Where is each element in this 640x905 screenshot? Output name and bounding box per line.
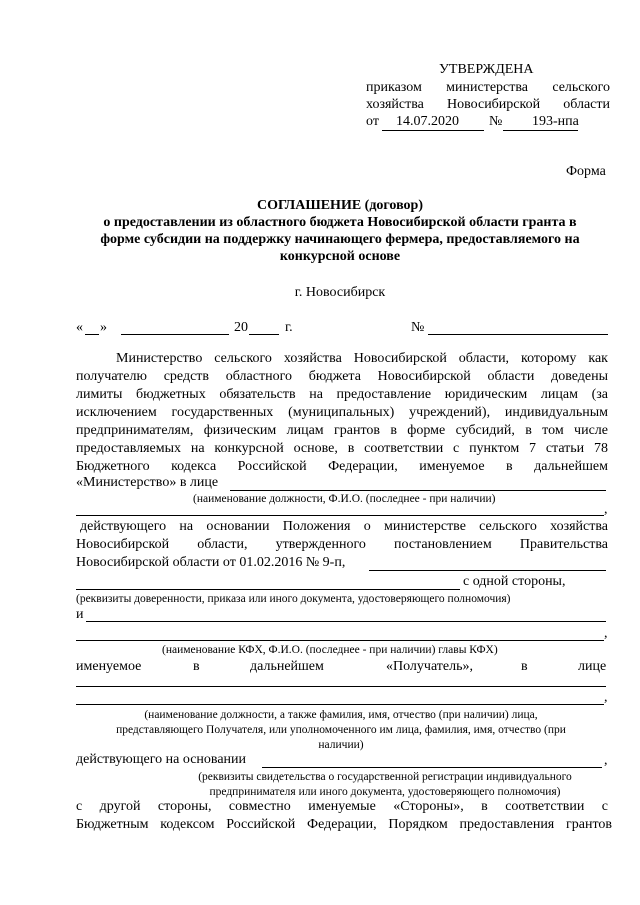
approval-date-underline bbox=[382, 130, 484, 131]
body-p1-line-1: Министерство сельского хозяйства Новосибирской области, которому как bbox=[116, 351, 608, 366]
body-p1-line-5: предпринимателям, физическим лицам грантов в форме субсидий, в том числе bbox=[76, 423, 608, 438]
approval-line-2: хозяйства Новосибирской области bbox=[366, 97, 610, 112]
recipient-name-field[interactable] bbox=[86, 621, 606, 622]
comma-4: , bbox=[604, 753, 608, 768]
decree-continuation-field[interactable] bbox=[369, 570, 606, 571]
agreement-title-line-3: конкурсной основе bbox=[279, 249, 401, 264]
approval-date: 14.07.2020 bbox=[396, 114, 459, 129]
month-field[interactable] bbox=[121, 334, 229, 335]
named-word-2: в bbox=[193, 659, 200, 674]
requisites-field[interactable] bbox=[76, 589, 460, 590]
and-label: и bbox=[76, 607, 84, 622]
year-field[interactable] bbox=[249, 334, 279, 335]
caption-representative-line-2: представляющего Получателя, или уполномоченного им лица, фамилия, имя, отчество (при bbox=[116, 724, 566, 736]
caption-cert-line-1: (реквизиты свидетельства о государственной регистрации индивидуального bbox=[198, 771, 572, 783]
day-field[interactable] bbox=[85, 334, 99, 335]
date-quote-open: « bbox=[76, 320, 83, 335]
caption-position: (наименование должности, Ф.И.О. (последнее - при наличии) bbox=[193, 493, 496, 505]
named-word-3: дальнейшем bbox=[250, 659, 324, 674]
body-p1-line-3: лимиты бюджетных обязательств на предоставление юридическим лицам (за bbox=[76, 387, 608, 402]
caption-representative-line-1: (наименование должности, а также фамилия, имя, отчество (при наличии) лица, bbox=[144, 709, 538, 721]
body-p1-line-6: предоставляемых на конкурсной основе, в соответствии с пунктом 7 статьи 78 bbox=[76, 441, 608, 456]
agreement-title bbox=[0, 198, 640, 214]
recipient-representative-field[interactable] bbox=[76, 686, 606, 687]
form-label: Форма bbox=[566, 164, 606, 179]
comma-3: , bbox=[604, 690, 608, 705]
city: г. Новосибирск bbox=[294, 285, 386, 300]
body-p1-line-7: Бюджетного кодекса Российской Федерации, именуемое в дальнейшем bbox=[76, 459, 608, 474]
caption-requisites: (реквизиты доверенности, приказа или иного документа, удостоверяющего полномочия) bbox=[76, 593, 511, 605]
year-suffix: г. bbox=[285, 320, 293, 335]
agreement-title-kind: (договор) bbox=[364, 198, 423, 213]
final-line-2: Бюджетным кодексом Российской Федерации, Порядком предоставления грантов bbox=[76, 817, 612, 832]
body-p1-line-4: исключением государственных (муниципальных) учреждений), индивидуальным bbox=[76, 405, 608, 420]
comma-1: , bbox=[604, 502, 608, 517]
acting-basis-field[interactable] bbox=[262, 767, 602, 768]
acting-line-1: действующего на основании Положения о министерстве сельского хозяйства bbox=[80, 519, 608, 534]
agreement-title-line-1: о предоставлении из областного бюджета Новосибирской области гранта в bbox=[103, 215, 577, 230]
caption-cert-line-2: предпринимателя или иного документа, удостоверяющего полномочия) bbox=[209, 786, 561, 798]
approval-number: 193-нпа bbox=[532, 114, 579, 129]
approval-line-1: приказом министерства сельского bbox=[366, 80, 610, 95]
ministry-representative-field-2[interactable] bbox=[76, 515, 604, 516]
year-prefix: 20 bbox=[234, 320, 248, 335]
ministry-in-person-label: «Министерство» в лице bbox=[76, 475, 219, 490]
approval-number-label: № bbox=[489, 114, 503, 129]
acting-basis-label: действующего на основании bbox=[76, 752, 247, 767]
body-p1-line-2: получателю средств областного бюджета Новосибирской области доведены bbox=[76, 369, 608, 384]
approval-from-label: от bbox=[366, 114, 379, 129]
agreement-title-main: СОГЛАШЕНИЕ bbox=[257, 198, 362, 213]
approval-title: УТВЕРЖДЕНА bbox=[439, 62, 534, 77]
named-word-4: «Получатель», bbox=[386, 659, 474, 674]
date-quote-close: » bbox=[100, 320, 107, 335]
final-line-1: с другой стороны, совместно именуемые «Стороны», в соответствии с bbox=[76, 799, 608, 814]
agreement-title-line-2: форме субсидии на поддержку начинающего фермера, предоставляемого на bbox=[100, 232, 580, 247]
named-word-1: именуемое bbox=[76, 659, 142, 674]
agreement-number-field[interactable] bbox=[428, 334, 608, 335]
decree-line: Новосибирской области от 01.02.2016 № 9-п, bbox=[76, 555, 346, 570]
recipient-representative-field-2[interactable] bbox=[76, 704, 604, 705]
one-side-label: с одной стороны, bbox=[463, 574, 566, 589]
comma-2: , bbox=[604, 626, 608, 641]
agreement-number-sign: № bbox=[411, 320, 425, 335]
approval-number-underline bbox=[503, 130, 578, 131]
caption-representative-line-3: наличии) bbox=[318, 739, 364, 751]
caption-kfh: (наименование КФХ, Ф.И.О. (последнее - при наличии) главы КФХ) bbox=[162, 644, 498, 656]
ministry-representative-field[interactable] bbox=[230, 490, 606, 491]
named-word-5: в bbox=[521, 659, 528, 674]
recipient-name-field-2[interactable] bbox=[76, 640, 604, 641]
named-word-6: лице bbox=[578, 659, 607, 674]
acting-line-2: Новосибирской области, утвержденного постановлением Правительства bbox=[76, 537, 608, 552]
